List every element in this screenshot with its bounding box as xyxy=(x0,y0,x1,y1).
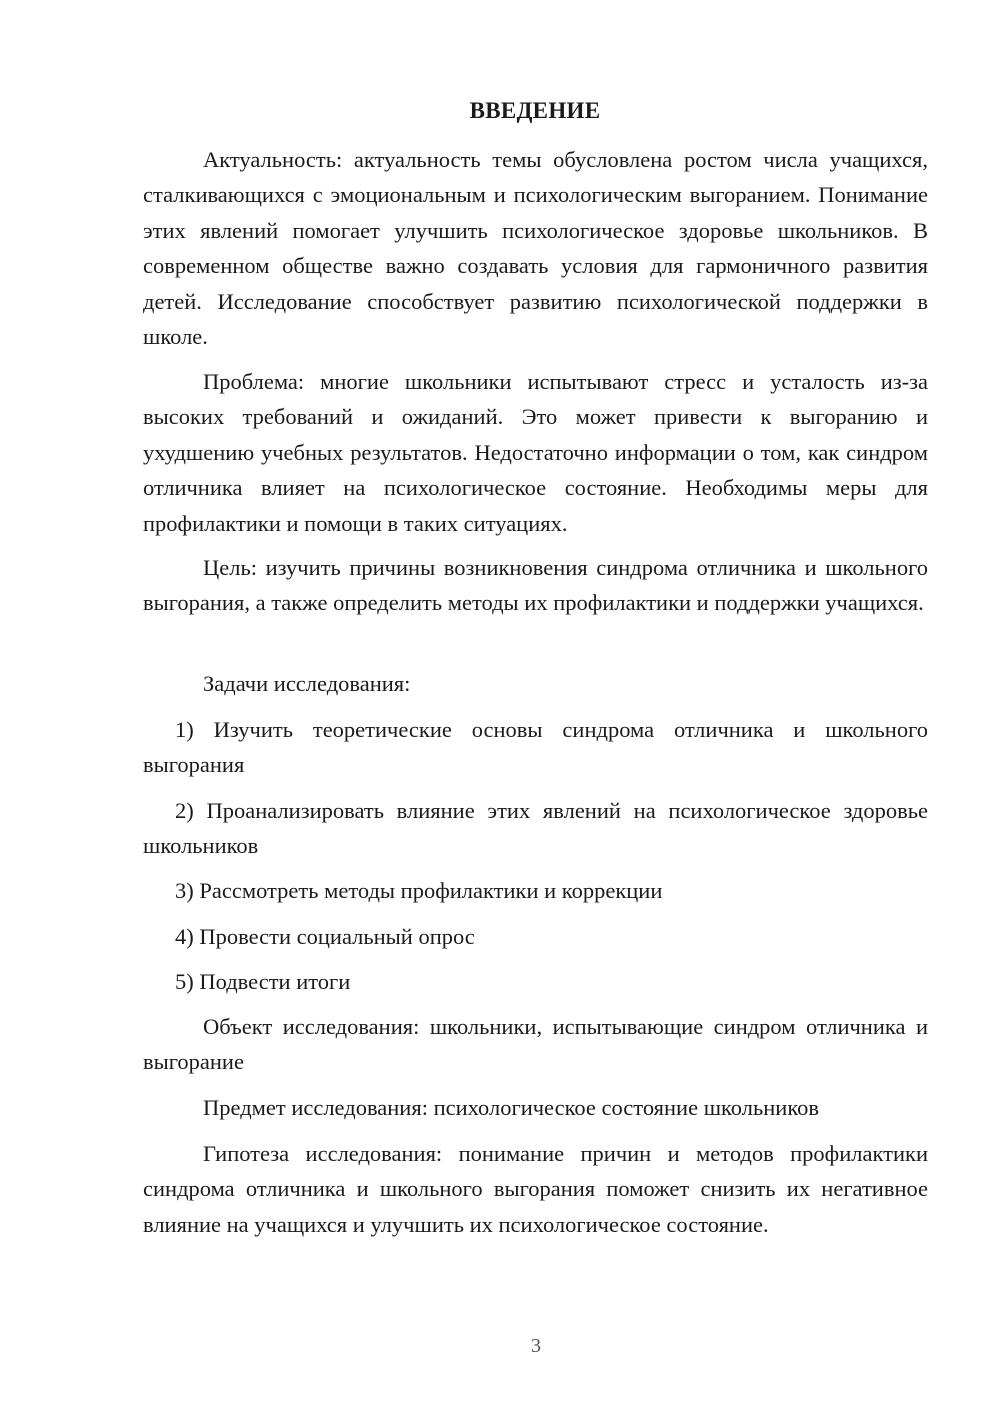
object-paragraph: Объект исследования: школьники, испытывающие синдром отличника и выгорание xyxy=(143,1014,928,1075)
tasks-heading: Задачи исследования: xyxy=(203,671,411,696)
task-item-4: 4) Провести социальный опрос xyxy=(175,924,475,949)
relevance-paragraph: Актуальность: актуальность темы обусловлена ростом числа учащихся, сталкивающихся с эмоциональным и психологическим выгоранием. Понимание этих явлений помогает улучшить психологическое здоровье школьников. В современном обществе важно создавать условия для гармоничного развития детей. Исследование способствует развитию психологической поддержки в школе. xyxy=(143,147,928,350)
hypothesis-paragraph: Гипотеза исследования: понимание причин и методов профилактики синдрома отличника и школьного выгорания поможет снизить их негативное влияние на учащихся и улучшить их психологическое состояние. xyxy=(143,1141,928,1237)
goal-paragraph: Цель: изучить причины возникновения синдрома отличника и школьного выгорания, а также определить методы их профилактики и поддержки учащихся. xyxy=(143,555,928,616)
page-number: 3 xyxy=(531,1335,541,1357)
subject-paragraph: Предмет исследования: психологическое состояние школьников xyxy=(203,1095,819,1120)
page-title: ВВЕДЕНИЕ xyxy=(469,98,601,123)
task-item-3: 3) Рассмотреть методы профилактики и коррекции xyxy=(175,878,663,903)
problem-paragraph: Проблема: многие школьники испытывают стресс и усталость из-за высоких требований и ожиданий. Это может привести к выгоранию и ухудшению учебных результатов. Недостаточно информации о том, как синдром отличника влияет на психологическое состояние. Необходимы меры для профилактики и помощи в таких ситуациях. xyxy=(143,369,928,536)
task-item-5: 5) Подвести итоги xyxy=(175,969,351,994)
task-item-2: 2) Проанализировать влияние этих явлений на психологическое здоровье школьников xyxy=(143,798,928,859)
task-item-1: 1) Изучить теоретические основы синдрома отличника и школьного выгорания xyxy=(143,717,928,778)
